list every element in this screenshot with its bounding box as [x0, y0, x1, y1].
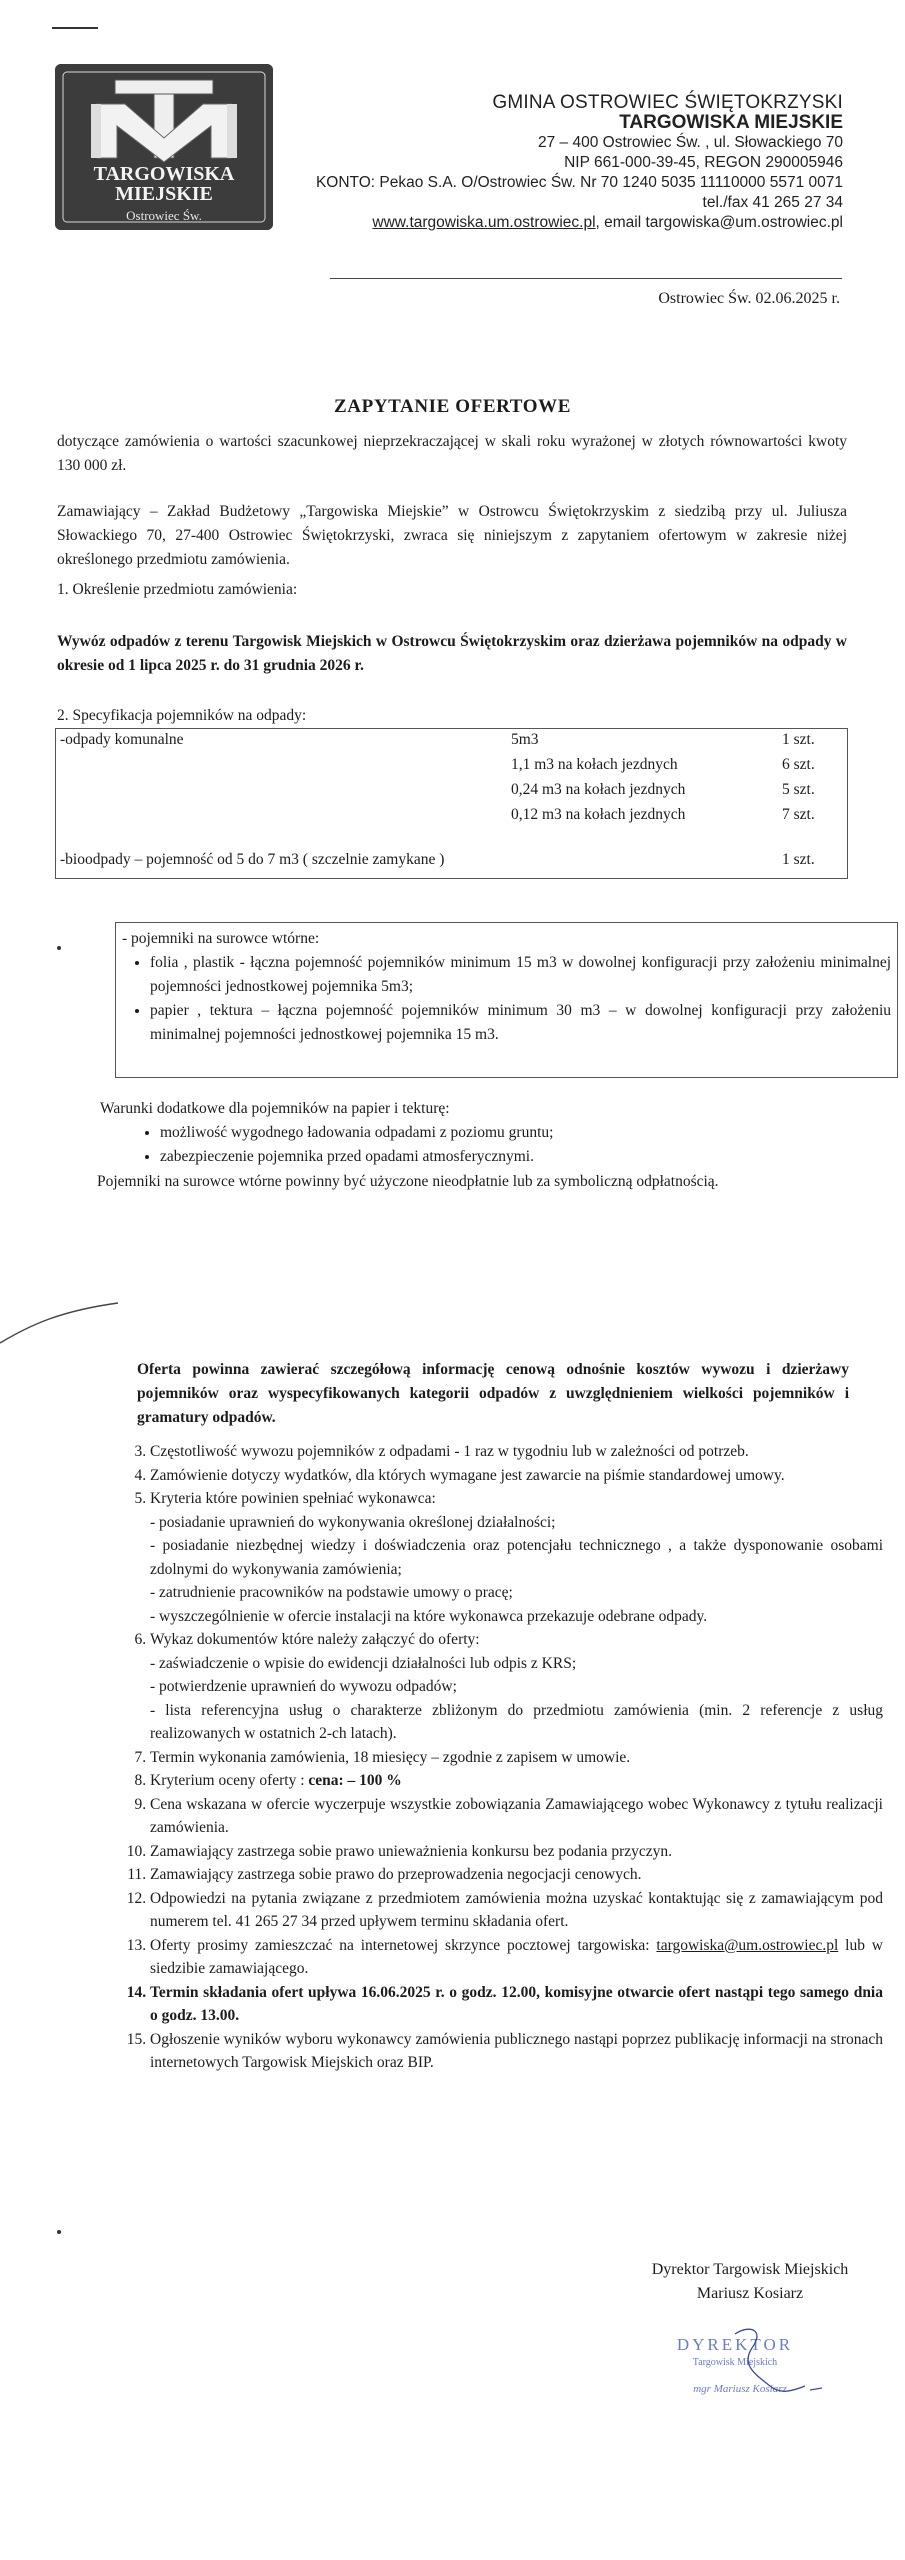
list-item: • papier , tektura – łączna pojemność pojemników minimum 30 m3 – w dowolnej konfiguracji przy założeniu minimalnej pojemności jednostkowej pojemnika 15 m3.	[150, 999, 891, 1047]
spec-row-size: 5m3	[511, 731, 539, 748]
email-link[interactable]: targowiska@um.ostrowiec.pl	[656, 1936, 839, 1954]
margin-dot	[57, 946, 61, 950]
recyclables-list	[122, 951, 891, 1047]
top-mark	[52, 27, 98, 29]
letterhead-name: TARGOWISKA MIEJSKIE	[619, 112, 843, 133]
extra-conditions-heading: Warunki dodatkowe dla pojemników na papier i tekturę:	[100, 1100, 450, 1117]
list-item: 10. Zamawiający zastrzega sobie prawo unieważnienia konkursu bez podania przyczyn.	[150, 1840, 883, 1864]
letterhead-account: KONTO: Pekao S.A. O/Ostrowiec Św. Nr 70 1240 5035 11110000 5571 0071	[315, 174, 843, 191]
targowiska-logo	[55, 64, 273, 230]
spec-bio-qty: 1 szt.	[782, 851, 815, 868]
documents-item: - zaświadczenie o wpisie do ewidencji działalności lub odpis z KRS;	[150, 1654, 577, 1672]
stamp-line2: Targowisk Miejskich	[692, 2357, 778, 2368]
list-item: • możliwość wygodnego ładowania odpadami z poziomu gruntu;	[160, 1121, 850, 1145]
header-divider	[330, 278, 842, 279]
logo-city: Ostrowiec Św.	[126, 208, 202, 223]
list-item	[150, 1487, 883, 1628]
list-item: 15. Ogłoszenie wyników wyboru wykonawcy zamówienia publicznego nastąpi poprzez publikację informacji na stronach internetowych Targowisk Miejskich oraz BIP.	[150, 2028, 883, 2075]
list-item: 11. Zamawiający zastrzega sobie prawo do przeprowadzenia negocjacji cenowych.	[150, 1863, 883, 1887]
section-1-label: 1. Określenie przedmiotu zamówienia:	[57, 581, 298, 598]
logo-name-1: TARGOWISKA	[93, 163, 235, 185]
spec-row-qty: 6 szt.	[782, 756, 815, 773]
list-item: 14. Termin składania ofert upływa 16.06.2025 r. o godz. 12.00, komisyjne otwarcie ofert nastąpi tego samego dnia o godz. 13.00.	[150, 1981, 883, 2028]
spec-row-size: 0,12 m3 na kołach jezdnych	[511, 806, 686, 823]
margin-dot	[57, 2230, 61, 2234]
list-item	[150, 1934, 883, 1981]
letterhead-nip-regon: NIP 661-000-39-45, REGON 290005946	[564, 154, 843, 171]
document-date: Ostrowiec Św. 02.06.2025 r.	[658, 290, 840, 307]
letterhead	[316, 93, 843, 233]
list-item: 3. Częstotliwość wywozu pojemników z odpadami - 1 raz w tygodniu lub w zależności od potrzeb.	[150, 1440, 883, 1464]
criteria-heading: 5. Kryteria które powinien spełniać wykonawca:	[150, 1490, 436, 1507]
list-item: 4. Zamówienie dotyczy wydatków, dla których wymagane jest zawarcie na piśmie standardowej umowy.	[150, 1464, 883, 1488]
spec-row-qty: 1 szt.	[782, 731, 815, 748]
stamp-title: DYREKTOR	[676, 2335, 794, 2354]
director-stamp	[640, 2320, 840, 2420]
extra-conditions	[100, 1097, 850, 1169]
signature-block	[620, 2258, 880, 2306]
criteria-item: - posiadanie uprawnień do wykonywania określonej działalności;	[150, 1513, 556, 1531]
spec-row-size: 0,24 m3 na kołach jezdnych	[511, 781, 686, 798]
email-text: , email targowiska@um.ostrowiec.pl	[595, 214, 843, 231]
list-item: 12. Odpowiedzi na pytania związane z przedmiotem zamówienia można uzyskać kontaktując się z zamawiającym pod numerem tel. 41 265 27 34 przed upływem terminu składania ofert.	[150, 1887, 883, 1934]
mailbox-text: Oferty prosimy zamieszczać na internetowej skrzynce pocztowej targowiska:	[150, 1936, 657, 1954]
conditions-list	[116, 1440, 883, 2075]
signature-name: Mariusz Kosiarz	[696, 2285, 804, 2302]
documents-item: - potwierdzenie uprawnień do wywozu odpadów;	[150, 1678, 457, 1695]
documents-item: - lista referencyjna usług o charakterze zbliżonym do przedmiotu zamówienia (min. 2 referencje z usług realizowanych w ostatnich 2-ch latach).	[150, 1701, 883, 1742]
criteria-item: - wyszczególnienie w ofercie instalacji na które wykonawca przekazuje odebrane odpady.	[150, 1607, 708, 1625]
list-item: • zabezpieczenie pojemnika przed opadami atmosferycznymi.	[160, 1145, 850, 1169]
container-spec-table	[55, 728, 848, 879]
logo-name-2: MIEJSKIE	[115, 183, 213, 205]
signature-title: Dyrektor Targowisk Miejskich	[651, 2261, 849, 2278]
spec-komunalne-label: -odpady komunalne	[60, 731, 184, 748]
criterion-value: cena: – 100 %	[308, 1772, 402, 1789]
list-item: 9. Cena wskazana w ofercie wyczerpuje wszystkie zobowiązania Zamawiającego wobec Wykonawcy z tytułu realizacji zamówienia.	[150, 1793, 883, 1840]
recyclables-heading: - pojemniki na surowce wtórne:	[122, 930, 320, 947]
spec-row-qty: 5 szt.	[782, 781, 815, 798]
zamawiajacy-paragraph: Zamawiający – Zakład Budżetowy „Targowiska Miejskie” w Ostrowcu Świętokrzyskim z siedzibą przy ul. Juliusza Słowackiego 70, 27-400 Ostrowiec Świętokrzyski, zwraca się niniejszym z zapytaniem ofertowym w zakresie niżej określonego przedmiotu zamówienia.	[57, 503, 847, 568]
letterhead-gmina: GMINA OSTROWIEC ŚWIĘTOKRZYSKI	[492, 92, 843, 113]
spec-bio-label: -bioodpady – pojemność od 5 do 7 m3 ( szczelnie zamykane )	[60, 851, 445, 868]
list-item	[150, 1628, 883, 1746]
recyclables-note: Pojemniki na surowce wtórne powinny być użyczone nieodpłatnie lub za symboliczną odpłatnością.	[97, 1173, 719, 1190]
page-edge-curve	[0, 1285, 120, 1345]
extra-conditions-list	[100, 1121, 850, 1169]
mailbox-text-end: lub w siedzibie zamawiającego.	[150, 1936, 883, 1977]
criterion-label: Kryterium oceny oferty :	[150, 1772, 309, 1789]
section-2-label: 2. Specyfikacja pojemników na odpady:	[57, 707, 307, 724]
letterhead-contact	[316, 213, 843, 233]
intro-paragraph: dotyczące zamówienia o wartości szacunkowej nieprzekraczającej w skali roku wyrażonej w złotych równowartości kwoty 130 000 zł.	[57, 433, 847, 474]
offer-requirements: Oferta powinna zawierać szczegółową informację cenową odnośnie kosztów wywozu i dzierżawy pojemników oraz wyspecyfikowanych kategorii odpadów z uwzględnieniem wielkości pojemników i gramatury odpadów.	[137, 1361, 849, 1426]
logo-graphic	[55, 64, 273, 230]
container-recyclables-box	[115, 922, 898, 1078]
criteria-item: - zatrudnienie pracowników na podstawie umowy o pracę;	[150, 1584, 513, 1601]
list-item: 7. Termin wykonania zamówienia, 18 miesięcy – zgodnie z zapisem w umowie.	[150, 1746, 883, 1770]
spec-row-size: 1,1 m3 na kołach jezdnych	[511, 756, 678, 773]
subject-of-order: Wywóz odpadów z terenu Targowisk Miejskich w Ostrowcu Świętokrzyskim oraz dzierżawa pojemników na odpady w okresie od 1 lipca 2025 r. do 31 grudnia 2026 r.	[57, 633, 847, 674]
website-link[interactable]: www.targowiska.um.ostrowiec.pl	[372, 214, 596, 231]
documents-heading: 6. Wykaz dokumentów które należy załączyć do oferty:	[150, 1631, 480, 1648]
letterhead-phone: tel./fax 41 265 27 34	[702, 194, 843, 211]
stamp-sig-text: mgr Mariusz Kosiarz	[693, 2383, 787, 2395]
spec-row-qty: 7 szt.	[782, 806, 815, 823]
list-item: • folia , plastik - łączna pojemność pojemników minimum 15 m3 w dowolnej konfiguracji przy założeniu minimalnej pojemności jednostkowej pojemnika 5m3;	[150, 951, 891, 999]
document-title: ZAPYTANIE OFERTOWE	[334, 396, 571, 417]
letterhead-address: 27 – 400 Ostrowiec Św. , ul. Słowackiego 70	[538, 134, 843, 151]
criteria-item: - posiadanie niezbędnej wiedzy i doświadczenia oraz potencjału technicznego , a także dysponowanie osobami zdolnymi do wykonywania zamówienia;	[150, 1537, 883, 1578]
list-item	[150, 1769, 883, 1793]
